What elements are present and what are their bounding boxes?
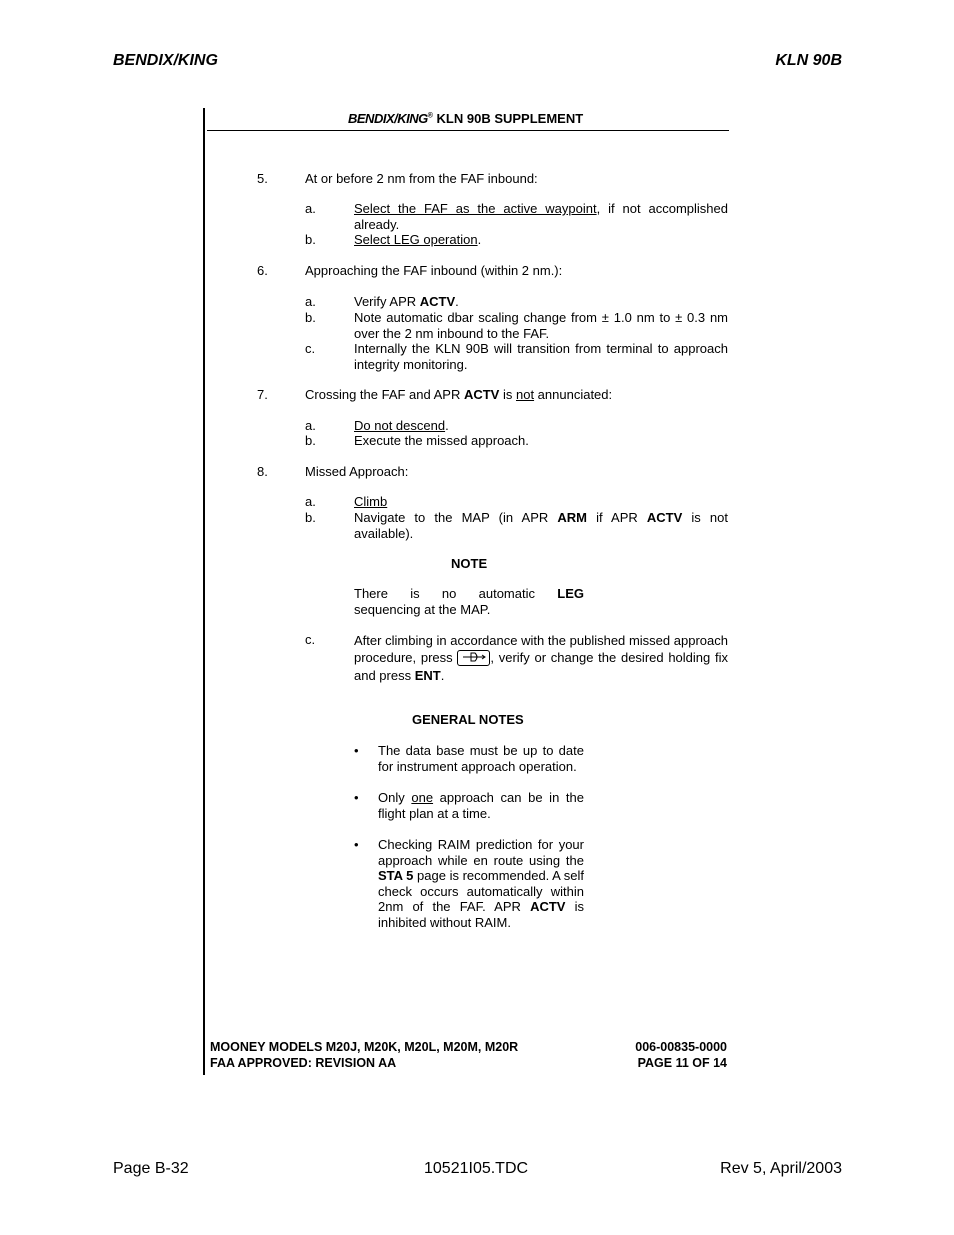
note-text: There is no automatic LEG sequencing at the MAP.: [354, 586, 584, 617]
page-footer-left: Page B-32: [113, 1160, 189, 1177]
step-6-text: Approaching the FAF inbound (within 2 nm.):: [305, 263, 563, 278]
header-rule: [207, 130, 729, 131]
page-header-right: KLN 90B: [775, 52, 842, 69]
models-line: MOONEY MODELS M20J, M20K, M20L, M20M, M20R: [210, 1040, 519, 1054]
supplement-page-number: PAGE 11 OF 14: [637, 1056, 727, 1070]
general-notes-title: GENERAL NOTES: [412, 712, 524, 727]
bullet-1: •: [354, 743, 359, 758]
step-7a-letter: a.: [305, 418, 316, 433]
step-8a-letter: a.: [305, 494, 316, 509]
step-5-text: At or before 2 nm from the FAF inbound:: [305, 171, 538, 186]
step-6c-letter: c.: [305, 341, 316, 356]
step-8-number: 8.: [257, 464, 268, 479]
step-8c-text: After climbing in accordance with the published missed approach procedure, press , verify or change the desired holding fix and press ENT.: [354, 633, 728, 683]
step-6b-text: Note automatic dbar scaling change from ± 1.0 nm to ± 0.3 nm over the 2 nm inbound to the FAF.: [354, 310, 728, 341]
bullet-2: •: [354, 790, 359, 805]
step-7-number: 7.: [257, 387, 268, 402]
supplement-header: BENDIX/KING® KLN 90B SUPPLEMENT: [348, 111, 584, 126]
general-note-3: Checking RAIM prediction for your approach while en route using the STA 5 page is recommended. A self check occurs automatically within 2nm of the FAF. APR ACTV is inhibited without RAIM.: [378, 837, 585, 930]
step-5a-letter: a.: [305, 201, 316, 216]
step-6c-text: Internally the KLN 90B will transition from terminal to approach integrity monitoring.: [354, 341, 728, 372]
step-7b-text: Execute the missed approach.: [354, 433, 529, 448]
step-6a-text: Verify APR ACTV.: [354, 294, 459, 309]
step-8-text: Missed Approach:: [305, 464, 409, 479]
step-5b-letter: b.: [305, 232, 316, 247]
step-8b-text: Navigate to the MAP (in APR ARM if APR ACTV is not available).: [354, 510, 728, 541]
supplement-footer-right: [635, 1039, 727, 1071]
direct-to-key-icon: [457, 650, 490, 666]
step-6-number: 6.: [257, 263, 268, 278]
step-6b-letter: b.: [305, 310, 316, 325]
step-8a-text: Climb: [354, 494, 388, 509]
bullet-3: •: [354, 837, 359, 852]
page-footer-center: 10521I05.TDC: [424, 1160, 529, 1177]
document-number: 006-00835-0000: [635, 1040, 727, 1054]
brand-logo: BENDIX/KING: [348, 111, 428, 126]
note-title: NOTE: [451, 556, 488, 571]
step-8c-letter: c.: [305, 632, 316, 647]
supplement-footer-left: [210, 1039, 518, 1071]
step-5a-text: Select the FAF as the active waypoint, if not accomplished already.: [354, 201, 728, 232]
faa-approval-line: FAA APPROVED: REVISION AA: [210, 1056, 397, 1070]
step-6a-letter: a.: [305, 294, 316, 309]
step-8b-letter: b.: [305, 510, 316, 525]
step-7a-text: Do not descend.: [354, 418, 449, 433]
page-header-left: BENDIX/KING: [113, 52, 218, 69]
margin-line: [203, 108, 205, 1075]
supplement-title: KLN 90B SUPPLEMENT: [436, 111, 584, 126]
step-5-number: 5.: [257, 171, 268, 186]
general-note-1: The data base must be up to date for instrument approach operation.: [378, 743, 584, 774]
page-footer-right: Rev 5, April/2003: [720, 1160, 842, 1177]
general-note-2: Only one approach can be in the flight plan at a time.: [378, 790, 584, 821]
step-7-text: Crossing the FAF and APR ACTV is not annunciated:: [305, 387, 613, 402]
step-7b-letter: b.: [305, 433, 316, 448]
step-5b-text: Select LEG operation.: [354, 232, 482, 247]
